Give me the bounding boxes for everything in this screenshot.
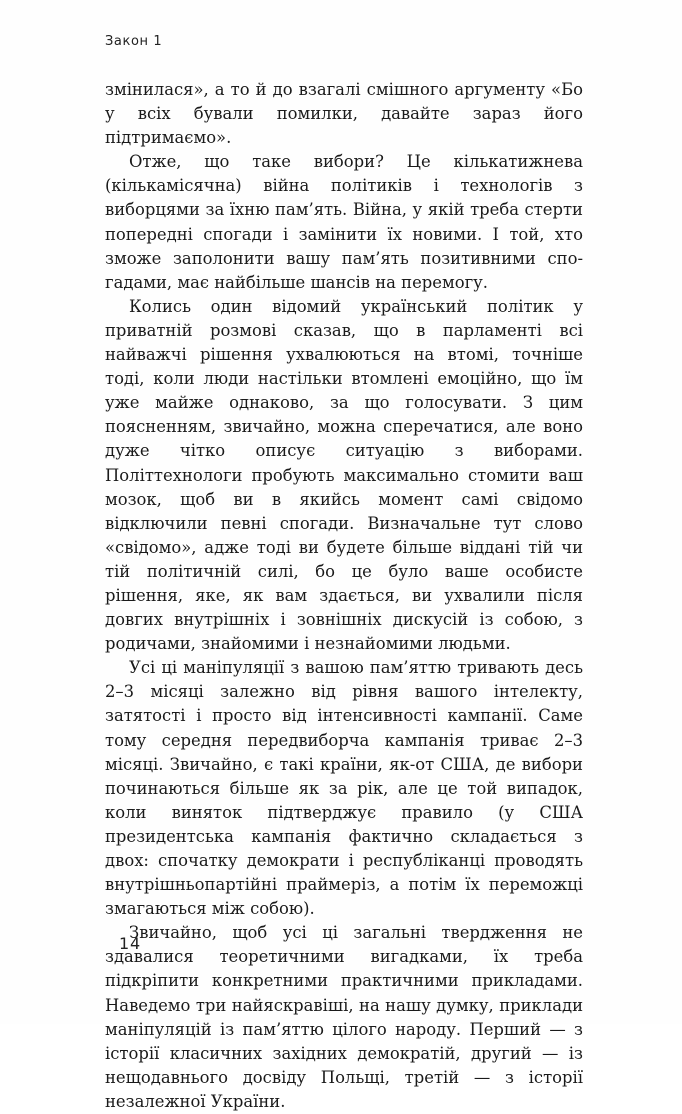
paragraph-continuation: змінилася», а то й до взагалі смішного аргументу «Бо у всіх бували помилки, давайте зараз його підтримаємо».: [105, 80, 583, 148]
running-head: Закон 1: [105, 34, 163, 49]
page-number: 14: [119, 934, 141, 953]
paragraph-campaign-duration: Усі ці маніпуляції з вашою пам’яттю тривають десь 2–3 місяці залежно від рівня вашого інтелекту, затятості і просто від інтенсивності кампанії. Саме тому середня передвиборча кампанія триває 2–3 місяці. Звичайно, є такі країни, як-от США, де вибори починаються більше як за рік, але це той випадок, коли виняток підтверджує правило (у США президентська кампанія фактично складається з двох: спочатку демократи і республіканці проводять внутрішньопартійні праймеріз, а потім їх переможці змагаються між собою).: [105, 658, 583, 919]
body-text: [105, 78, 583, 1114]
paragraph-examples: Звичайно, щоб усі ці загальні твердження не здавалися теоретичними вигадками, їх треба підкріпити конкретними практичними прикладами. Наведемо три найяскравіші, на нашу думку, приклади маніпуляцій із пам’яттю цілого народу. Перший — з історії класичних західних демократій, другий — із нещодавнього досвіду Польщі, третій — з історії незалежної України.: [105, 923, 583, 1111]
paragraph-elections-war: Отже, що таке вибори? Це кількатижнева (кількамісячна) війна політиків і технологів з виборцями за їхню пам’ять. Війна, у якій треба стерти попередні спогади і замінити їх новими. І той, хто зможе заполонити вашу пам’ять позитивними спогадами, має найбільше шансів на перемогу.: [105, 152, 583, 292]
paragraph-parliament-fatigue: Колись один відомий український політик у приватній розмові сказав, що в парламенті всі найважчі рішення ухвалюються на втомі, точніше тоді, коли люди настільки втомлені емоційно, що їм уже майже однаково, за що голосувати. З цим поясненням, звичайно, можна сперечатися, але воно дуже чітко описує ситуацію з виборами. Політтехнологи пробують максимально стомити ваш мозок, щоб ви в якийсь момент самі свідомо відключили певні спогади. Визначальне тут слово «свідомо», адже тоді ви будете більше віддані тій чи тій політичній силі, бо це було ваше особисте рішення, яке, як вам здається, ви ухвалили після довгих внутрішніх і зовнішніх дискусій із собою, з родичами, знайомими і незнайомими людьми.: [105, 296, 583, 654]
